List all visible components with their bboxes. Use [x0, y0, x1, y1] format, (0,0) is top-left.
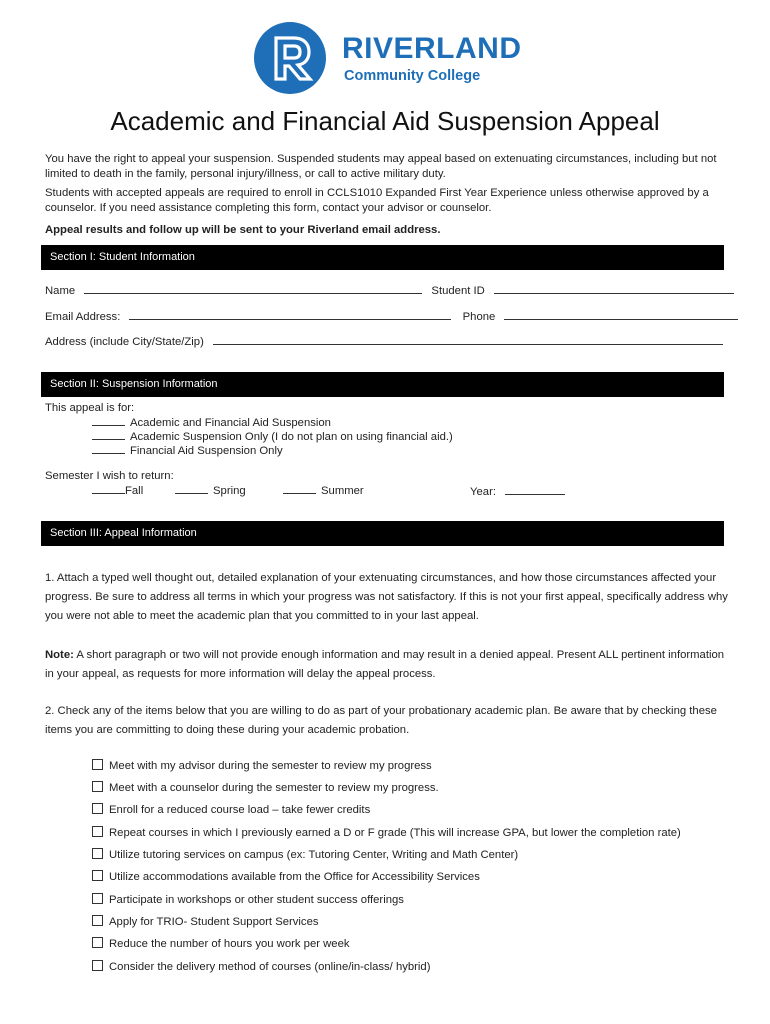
checklist-item[interactable]: Utilize tutoring services on campus (ex: Tutoring Center, Writing and Math Center) [92, 848, 518, 861]
checklist-item[interactable]: Apply for TRIO- Student Support Services [92, 915, 319, 928]
section-2-header: Section II: Suspension Information [41, 372, 724, 397]
appeal-instruction-2: 2. Check any of the items below that you are willing to do as part of your probationary academic plan. Be aware that by checking these items you are committing to doing these during your academic probation. [45, 705, 717, 736]
year-row [470, 484, 565, 498]
name-row [45, 283, 734, 297]
semester-summer[interactable]: Summer [283, 484, 364, 497]
section-1-header: Section I: Student Information [41, 245, 724, 270]
appeal-option-2-blank[interactable] [92, 430, 125, 440]
phone-label: Phone [462, 311, 496, 323]
checkbox[interactable] [92, 803, 103, 814]
logo-subtitle: Community College [344, 68, 481, 84]
semester-fall[interactable]: Fall [92, 484, 143, 497]
checkbox[interactable] [92, 759, 103, 770]
checklist-item[interactable]: Utilize accommodations available from the Office for Accessibility Services [92, 870, 480, 883]
name-field[interactable] [84, 283, 422, 294]
checkbox[interactable] [92, 937, 103, 948]
checkbox[interactable] [92, 870, 103, 881]
intro-paragraph-1: You have the right to appeal your suspension. Suspended students may appeal based on extenuating circumstances, including but not limited to death in the family, personal injury/illness, or call to active military duty. [45, 153, 717, 180]
semester-label: Semester I wish to return: [45, 470, 174, 482]
checkbox[interactable] [92, 826, 103, 837]
checklist-item[interactable]: Participate in workshops or other student success offerings [92, 893, 404, 906]
summer-blank[interactable] [283, 484, 316, 494]
appeal-note [45, 646, 735, 684]
checklist-item[interactable]: Meet with a counselor during the semester to review my progress. [92, 781, 439, 794]
address-field[interactable] [213, 334, 723, 345]
riverland-logo [254, 22, 534, 102]
section-3-header: Section III: Appeal Information [41, 521, 724, 546]
name-label: Name [45, 285, 76, 297]
checkbox[interactable] [92, 893, 103, 904]
appeal-instruction-1: 1. Attach a typed well thought out, detailed explanation of your extenuating circumstances, and how those circumstances affected your progress. Be sure to address all terms in which your progress was not satisfactory. If this is not your first appeal, specifically address why you were not able to meet the academic plan that you committed to in your last appeal. [45, 572, 728, 622]
note-label: Note: [45, 649, 74, 661]
semester-spring[interactable]: Spring [175, 484, 246, 497]
checkbox[interactable] [92, 781, 103, 792]
appeal-option-1-blank[interactable] [92, 416, 125, 426]
address-label: Address (include City/State/Zip) [45, 336, 204, 348]
year-field[interactable] [505, 484, 565, 495]
checkbox[interactable] [92, 915, 103, 926]
email-field[interactable] [129, 309, 451, 320]
checkbox[interactable] [92, 960, 103, 971]
spring-blank[interactable] [175, 484, 208, 494]
appeal-option-3-blank[interactable] [92, 444, 125, 454]
student-id-field[interactable] [494, 283, 734, 294]
intro-paragraph-2: Students with accepted appeals are required to enroll in CCLS1010 Expanded First Year Experience unless otherwise approved by a counselor. If you need assistance completing this form, contact your advisor or counselor. [45, 187, 709, 214]
checklist-item[interactable]: Enroll for a reduced course load – take fewer credits [92, 803, 370, 816]
appeal-for-label: This appeal is for: [45, 402, 135, 414]
intro-paragraph-3: Appeal results and follow up will be sent to your Riverland email address. [45, 224, 441, 236]
logo-r-mark-icon [254, 22, 326, 94]
email-row [45, 309, 738, 323]
checklist-item[interactable]: Consider the delivery method of courses (online/in-class/ hybrid) [92, 960, 430, 973]
logo-name: RIVERLAND [342, 32, 522, 65]
appeal-option-3[interactable]: Financial Aid Suspension Only [92, 444, 283, 457]
checklist-item[interactable]: Meet with my advisor during the semester to review my progress [92, 759, 432, 772]
page-title: Academic and Financial Aid Suspension Appeal [110, 106, 660, 136]
email-label: Email Address: [45, 311, 121, 323]
address-row [45, 334, 723, 348]
phone-field[interactable] [504, 309, 738, 320]
year-label: Year: [470, 486, 496, 498]
checkbox[interactable] [92, 848, 103, 859]
note-text: A short paragraph or two will not provide enough information and may result in a denied appeal. Present ALL pertinent information in your appeal, as requests for more information will delay the appeal process. [45, 649, 725, 680]
fall-blank[interactable] [92, 484, 125, 494]
checklist-item[interactable]: Repeat courses in which I previously earned a D or F grade (This will increase GPA, but lower the completion rate) [92, 826, 681, 839]
checklist-item[interactable]: Reduce the number of hours you work per week [92, 937, 350, 950]
appeal-option-1[interactable]: Academic and Financial Aid Suspension [92, 416, 331, 429]
student-id-label: Student ID [431, 285, 485, 297]
appeal-option-2[interactable]: Academic Suspension Only (I do not plan on using financial aid.) [92, 430, 453, 443]
